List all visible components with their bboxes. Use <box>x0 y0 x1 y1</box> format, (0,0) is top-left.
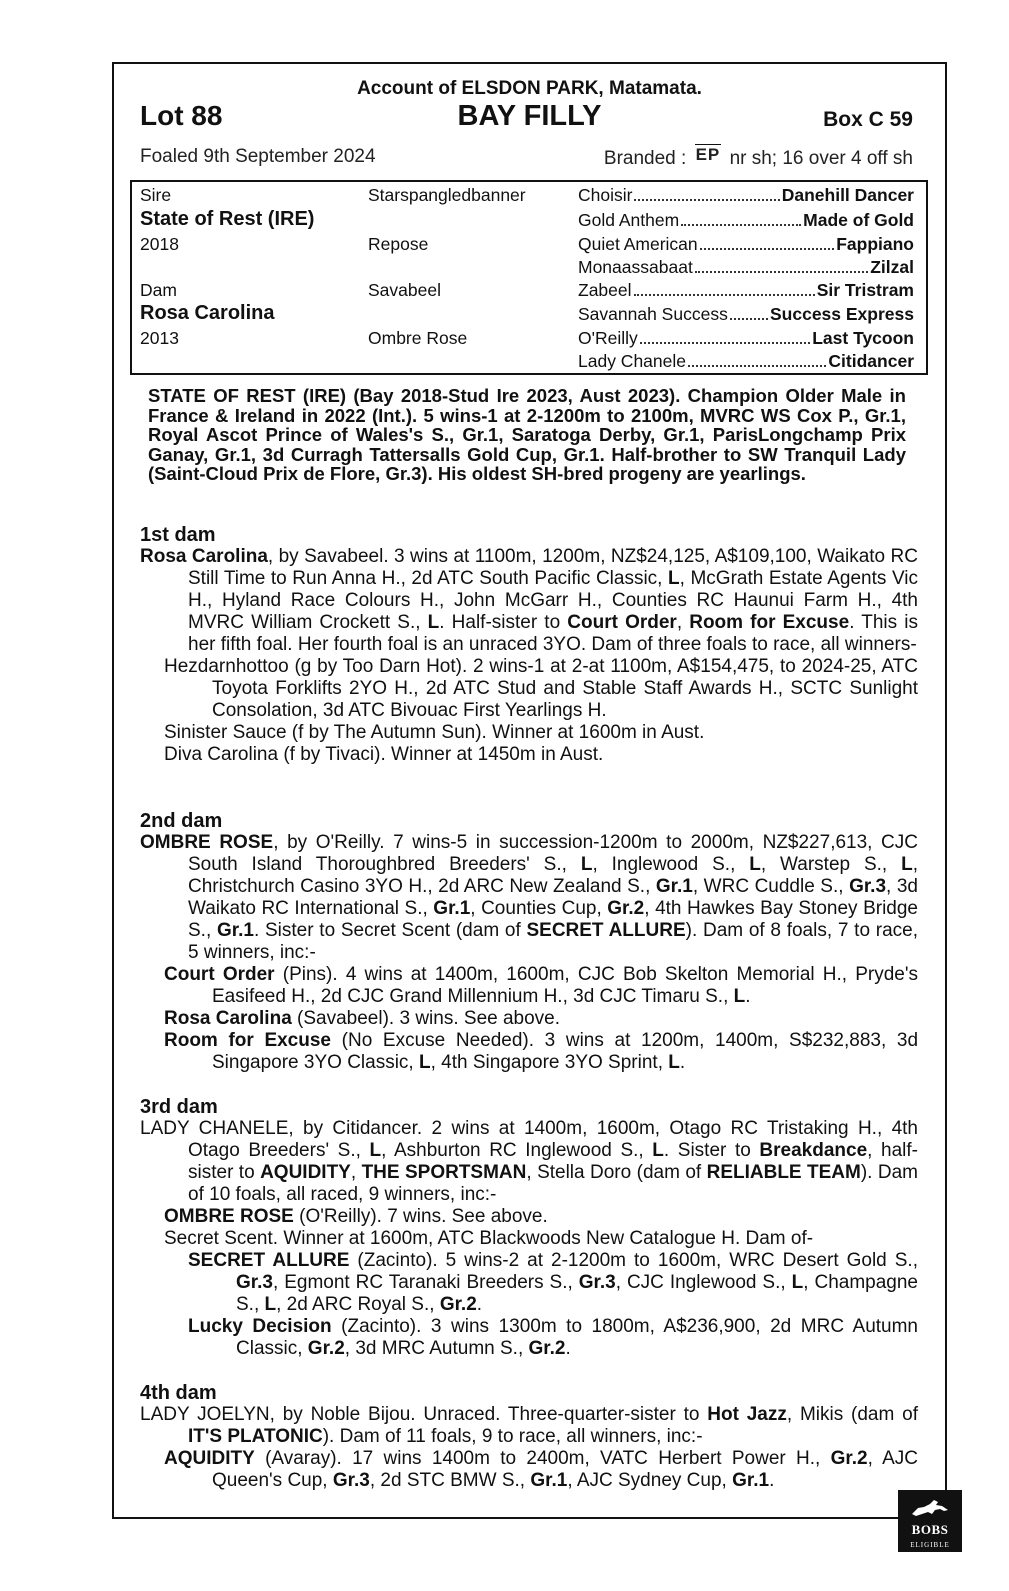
ancestor-name: Savannah Success <box>578 304 728 324</box>
ancestor-sire: Citidancer <box>828 351 914 371</box>
progeny-item: Rosa Carolina (Savabeel). 3 wins. See above. <box>164 1008 561 1029</box>
dam-name: Rosa Carolina <box>140 302 275 324</box>
ancestor-row <box>578 304 914 325</box>
dam-paragraph: Rosa Carolina, by Savabeel. 3 wins at 1100m, 1200m, NZ$24,125, A$109,100, Waikato RC Still Time to Run Anna H., 2d ATC South Pacific Classic, L, McGrath Estate Agents Vic H., Hyland Race Colours H., John McGarr H., Counties RC Haunui Farm H., 4th MVRC William Crockett S., L. Half-sister to Court Order, Room for Excuse. This is her fifth foal. Her fourth foal is an unraced 3YO. Dam of three foals to race, all winners- <box>140 546 918 655</box>
box-number: Box C 59 <box>823 108 913 131</box>
ancestor-row <box>578 280 914 301</box>
logo-name: BOBS <box>911 1522 949 1537</box>
horse-icon <box>908 1496 952 1520</box>
logo-sub: ELIGIBLE <box>910 1541 950 1549</box>
ancestor-row <box>578 328 914 349</box>
ancestor-name: Choisir <box>578 185 633 205</box>
dam-paragraph: LADY CHANELE, by Citidancer. 2 wins at 1400m, 1600m, Otago RC Tristaking H., 4th Otago Breeders' S., L, Ashburton RC Inglewood S., L. Sister to Breakdance, half-sister to AQUIDITY, THE SPORTSMAN, Stella Doro (dam of RELIABLE TEAM). Dam of 10 foals, all raced, 9 winners, inc:- <box>140 1118 918 1205</box>
section-heading: 3rd dam <box>140 1096 218 1118</box>
ancestor-row <box>578 185 914 206</box>
sire-label: Sire <box>140 185 172 205</box>
dam-year: 2013 <box>140 328 179 348</box>
ancestor-name: O'Reilly <box>578 328 638 348</box>
bobs-eligible-logo <box>898 1490 962 1552</box>
second-dam-section <box>140 810 918 1074</box>
ancestor-sire: Made of Gold <box>803 210 914 230</box>
dam-paragraph: OMBRE ROSE, by O'Reilly. 7 wins-5 in succession-1200m to 2000m, NZ$227,613, CJC South Island Thoroughbred Breeders' S., L, Inglewood S., L, Warstep S., L, Christchurch Casino 3YO H., 2d ARC New Zealand S., Gr.1, WRC Cuddle S., Gr.3, 3d Waikato RC International S., Gr.1, Counties Cup, Gr.2, 4th Hawkes Bay Stoney Bridge S., Gr.1. Sister to Secret Scent (dam of SECRET ALLURE). Dam of 8 foals, 7 to race, 5 winners, inc:- <box>140 832 919 963</box>
fourth-dam-section <box>140 1382 918 1492</box>
progeny-item: AQUIDITY (Avaray). 17 wins 1400m to 2400m, VATC Herbert Power H., Gr.2, AJC Queen's Cup, Gr.3, 2d STC BMW S., Gr.1, AJC Sydney Cup, Gr.1. <box>164 1448 919 1491</box>
ancestor-name: Zabeel <box>578 280 632 300</box>
first-dam-section <box>140 524 918 766</box>
dam-dam: Ombre Rose <box>368 328 468 348</box>
section-heading: 1st dam <box>140 524 216 546</box>
branded-prefix: Branded : <box>603 148 687 169</box>
lot-number: Lot 88 <box>140 100 223 131</box>
branded-info <box>604 144 913 170</box>
progeny-item: Room for Excuse (No Excuse Needed). 3 wins at 1200m, 1400m, S$232,883, 3d Singapore 3YO Classic, L, 4th Singapore 3YO Sprint, L. <box>164 1030 919 1073</box>
progeny-item: Lucky Decision (Zacinto). 3 wins 1300m to 1800m, A$236,900, 2d MRC Autumn Classic, Gr.2, 3d MRC Autumn S., Gr.2. <box>188 1316 919 1359</box>
sire-year: 2018 <box>140 234 179 254</box>
ancestor-name: Gold Anthem <box>578 210 680 230</box>
branded-suffix: nr sh; 16 over 4 off sh <box>729 148 913 169</box>
dam-sire: Savabeel <box>368 280 441 300</box>
ancestor-sire: Zilzal <box>870 257 914 277</box>
sire-sire: Starspangledbanner <box>368 185 526 205</box>
progeny-item: OMBRE ROSE (O'Reilly). 7 wins. See above. <box>164 1206 548 1227</box>
account-line: Account of ELSDON PARK, Matamata. <box>357 78 702 99</box>
horse-title: BAY FILLY <box>457 100 602 132</box>
sire-name: State of Rest (IRE) <box>140 208 315 230</box>
ancestor-sire: Danehill Dancer <box>781 185 914 205</box>
sire-note: STATE OF REST (IRE) (Bay 2018-Stud Ire 2023, Aust 2023). Champion Older Male in France & Ireland in 2022 (Int.). 5 wins-1 at 2-1200m to 2100m, MVRC WS Cox P., Gr.1, Royal Ascot Prince of Wales's S., Gr.1, Saratoga Derby, Gr.1, ParisLongchamp Prix Ganay, Gr.1, 3d Curragh Tattersalls Gold Cup, Gr.1. Half-brother to SW Tranquil Lady (Saint-Cloud Prix de Flore, Gr.3). His oldest SH-bred progeny are yearlings. <box>148 385 906 484</box>
ancestor-name: Lady Chanele <box>578 351 686 371</box>
progeny-item: Court Order (Pins). 4 wins at 1400m, 1600m, CJC Bob Skelton Memorial H., Pryde's Easifeed H., 2d CJC Grand Millennium H., 3d CJC Timaru S., L. <box>164 964 918 1007</box>
ancestor-row <box>578 257 914 278</box>
ancestor-name: Monaassabaat <box>578 257 693 277</box>
pedigree-table <box>130 180 928 375</box>
progeny-item: Sinister Sauce (f by The Autumn Sun). Winner at 1600m in Aust. <box>164 722 705 743</box>
foaled-date: Foaled 9th September 2024 <box>140 146 376 167</box>
ancestor-sire: Sir Tristram <box>816 280 914 300</box>
sire-dam: Repose <box>368 234 429 254</box>
ancestor-row <box>578 234 914 255</box>
ancestor-sire: Fappiano <box>836 234 914 254</box>
ancestor-sire: Last Tycoon <box>812 328 914 348</box>
ancestor-row <box>578 351 914 372</box>
ancestor-name: Quiet American <box>578 234 698 254</box>
third-dam-section <box>140 1096 918 1360</box>
dam-paragraph: LADY JOELYN, by Noble Bijou. Unraced. Three-quarter-sister to Hot Jazz, Mikis (dam of IT'S PLATONIC). Dam of 11 foals, 9 to race, all winners, inc:- <box>140 1404 918 1447</box>
catalogue-page <box>112 62 947 1519</box>
progeny-item: SECRET ALLURE (Zacinto). 5 wins-2 at 2-1200m to 1600m, WRC Desert Gold S., Gr.3, Egmont RC Taranaki Breeders S., Gr.3, CJC Inglewood S., L, Champagne S., L, 2d ARC Royal S., Gr.2. <box>188 1250 918 1315</box>
ancestor-sire: Success Express <box>770 304 914 324</box>
brand-mark-icon: EP <box>695 145 721 164</box>
section-heading: 4th dam <box>140 1382 217 1404</box>
progeny-item: Hezdarnhottoo (g by Too Darn Hot). 2 wins-1 at 2-at 1100m, A$154,475, to 2024-25, ATC Toyota Forklifts 2YO H., 2d ATC Stud and Stable Staff Awards H., SCTC Sunlight Consolation, 3d ATC Bivouac First Yearlings H. <box>164 656 918 721</box>
progeny-item: Secret Scent. Winner at 1600m, ATC Blackwoods New Catalogue H. Dam of- <box>164 1228 814 1249</box>
progeny-item: Diva Carolina (f by Tivaci). Winner at 1450m in Aust. <box>164 744 604 765</box>
dam-label: Dam <box>140 280 177 300</box>
section-heading: 2nd dam <box>140 810 223 832</box>
ancestor-row <box>578 210 914 231</box>
